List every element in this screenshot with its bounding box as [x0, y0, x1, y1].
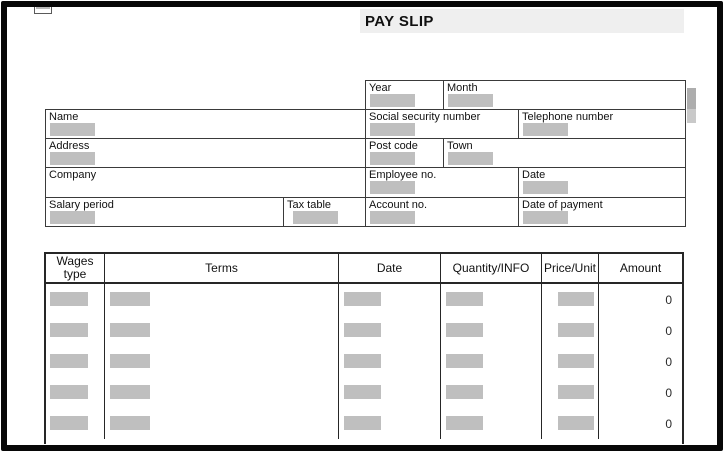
amount-value: 0	[665, 292, 672, 307]
terms-input-placeholder[interactable]	[110, 385, 150, 399]
header-price-unit: Price/Unit	[542, 254, 599, 282]
wages-type-input-placeholder[interactable]	[50, 385, 88, 399]
quantity-input-placeholder[interactable]	[446, 292, 483, 306]
wages-table	[44, 252, 684, 444]
header-terms: Terms	[105, 254, 339, 282]
title-strip	[360, 9, 684, 33]
quantity-input-placeholder[interactable]	[446, 354, 483, 368]
terms-input-placeholder[interactable]	[110, 323, 150, 337]
table-row	[46, 284, 682, 315]
field-company-label: Company	[49, 169, 97, 181]
field-date	[518, 167, 686, 198]
field-year-label: Year	[369, 82, 392, 94]
table-row	[46, 408, 682, 439]
field-company	[45, 167, 366, 198]
field-postcode-label: Post code	[369, 140, 418, 152]
address-input-placeholder[interactable]	[50, 152, 95, 165]
field-account-no	[365, 197, 519, 227]
date-input-placeholder[interactable]	[344, 292, 381, 306]
wages-type-input-placeholder[interactable]	[50, 323, 88, 337]
field-social-security-number	[365, 109, 519, 139]
ssn-input-placeholder[interactable]	[370, 123, 415, 136]
page-title: PAY SLIP	[365, 12, 434, 30]
header-wages-type: Wages type	[46, 254, 105, 282]
field-salary-period-label: Salary period	[49, 199, 114, 211]
year-input-placeholder[interactable]	[370, 94, 415, 107]
field-tax-table	[283, 197, 366, 227]
date-input-placeholder[interactable]	[344, 416, 381, 430]
field-name	[45, 109, 366, 139]
field-address-label: Address	[49, 140, 90, 152]
price-unit-input-placeholder[interactable]	[558, 385, 594, 399]
field-salary-period	[45, 197, 284, 227]
table-row	[46, 377, 682, 408]
header-quantity-info: Quantity/INFO	[441, 254, 542, 282]
table-row	[46, 315, 682, 346]
scrollbar-track-icon	[687, 109, 696, 123]
quantity-input-placeholder[interactable]	[446, 385, 483, 399]
price-unit-input-placeholder[interactable]	[558, 292, 594, 306]
amount-value: 0	[665, 354, 672, 369]
scrollbar-thumb-icon[interactable]	[687, 88, 696, 109]
terms-input-placeholder[interactable]	[110, 354, 150, 368]
field-employee-no	[365, 167, 519, 198]
header-date: Date	[339, 254, 441, 282]
field-telephone-label: Telephone number	[522, 111, 614, 123]
town-input-placeholder[interactable]	[448, 152, 493, 165]
terms-input-placeholder[interactable]	[110, 292, 150, 306]
wages-type-input-placeholder[interactable]	[50, 292, 88, 306]
quantity-input-placeholder[interactable]	[446, 416, 483, 430]
wages-type-input-placeholder[interactable]	[50, 416, 88, 430]
field-month-label: Month	[447, 82, 478, 94]
field-telephone-number	[518, 109, 686, 139]
table-row	[46, 346, 682, 377]
tax-table-input-placeholder[interactable]	[293, 211, 338, 224]
terms-input-placeholder[interactable]	[110, 416, 150, 430]
field-employee-no-label: Employee no.	[369, 169, 437, 181]
field-account-no-label: Account no.	[369, 199, 428, 211]
month-input-placeholder[interactable]	[448, 94, 493, 107]
salary-period-input-placeholder[interactable]	[50, 211, 95, 224]
price-unit-input-placeholder[interactable]	[558, 323, 594, 337]
postcode-input-placeholder[interactable]	[370, 152, 415, 165]
price-unit-input-placeholder[interactable]	[558, 416, 594, 430]
field-ssn-label: Social security number	[369, 111, 481, 123]
amount-value: 0	[665, 416, 672, 431]
name-input-placeholder[interactable]	[50, 123, 95, 136]
field-year	[365, 80, 444, 110]
field-date-label: Date	[522, 169, 546, 181]
amount-value: 0	[665, 385, 672, 400]
field-town-label: Town	[447, 140, 473, 152]
price-unit-input-placeholder[interactable]	[558, 354, 594, 368]
date-input-placeholder[interactable]	[344, 354, 381, 368]
account-no-input-placeholder[interactable]	[370, 211, 415, 224]
date-input-placeholder[interactable]	[344, 385, 381, 399]
employee-no-input-placeholder[interactable]	[370, 181, 415, 194]
field-post-code	[365, 138, 444, 168]
quantity-input-placeholder[interactable]	[446, 323, 483, 337]
field-town	[443, 138, 686, 168]
field-name-label: Name	[49, 111, 79, 123]
wages-type-input-placeholder[interactable]	[50, 354, 88, 368]
field-month	[443, 80, 686, 110]
header-amount: Amount	[619, 260, 662, 275]
wages-table-header	[46, 254, 682, 284]
telephone-input-placeholder[interactable]	[523, 123, 568, 136]
field-address	[45, 138, 366, 168]
date-input-placeholder[interactable]	[344, 323, 381, 337]
field-tax-table-label: Tax table	[287, 199, 332, 211]
field-date-of-payment-label: Date of payment	[522, 199, 603, 211]
amount-value: 0	[665, 323, 672, 338]
date-input-placeholder[interactable]	[523, 181, 568, 194]
embedded-object-icon	[34, 4, 52, 14]
field-date-of-payment	[518, 197, 686, 227]
date-of-payment-input-placeholder[interactable]	[523, 211, 568, 224]
